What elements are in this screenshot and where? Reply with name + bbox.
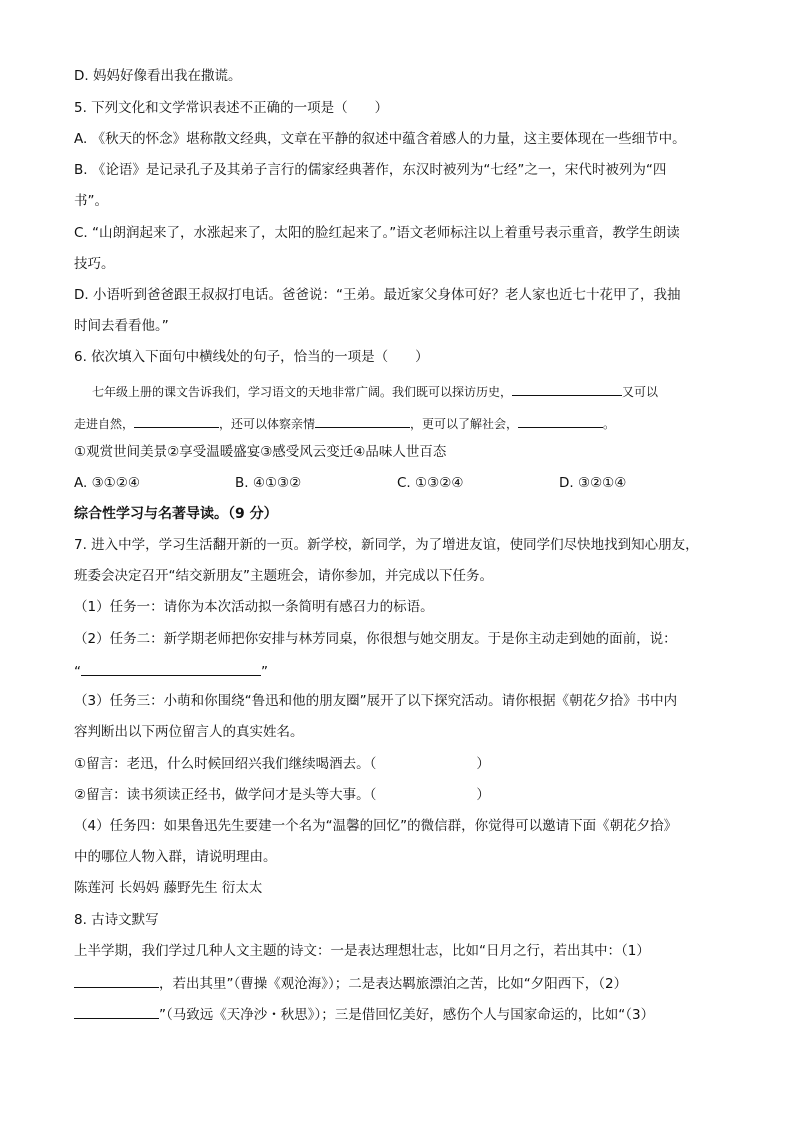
q7-names: 陈莲河 长妈妈 藤野先生 衍太太 [74, 880, 263, 896]
q6-option-d: D. ③②①④ [559, 475, 627, 491]
q7-task4-cont: 中的哪位人物入群，请说明理由。 [74, 849, 277, 865]
q8-text: ”（马致远《天净沙・秋思》）；三是借回忆美好，感伤个人与国家命运的，比如“（3） [159, 1007, 655, 1023]
q6-passage-text: ，更可以了解社会， [410, 417, 519, 431]
answer-blank[interactable] [518, 413, 603, 428]
open-quote: “ [74, 664, 81, 680]
q6-passage-line1 [92, 381, 658, 401]
message-close: ） [476, 756, 490, 772]
q7-line2: 班委会决定召开“结交新朋友”主题班会，请你参加，并完成以下任务。 [74, 568, 493, 584]
q7-task3-cont: 容判断出以下两位留言人的真实姓名。 [74, 724, 304, 740]
q5-stem: 5. 下列文化和文学常识表述不正确的一项是（ ） [74, 100, 389, 116]
q5-option-c: C. “山朗润起来了，水涨起来了，太阳的脸红起来了。”语文老师标注以上着重号表示重音，教学生朗读 [74, 225, 680, 241]
answer-blank[interactable] [512, 381, 622, 396]
q8-line1: 上半学期，我们学过几种人文主题的诗文：一是表达理想壮志，比如“日月之行，若出其中：（1） [74, 943, 650, 959]
answer-blank[interactable] [134, 413, 219, 428]
q8-title: 8. 古诗文默写 [74, 912, 159, 928]
q6-passage-text: 。 [603, 417, 616, 431]
message-text: ①留言：老迅，什么时候回绍兴我们继续喝酒去。（ [74, 756, 377, 772]
answer-blank[interactable] [74, 973, 159, 988]
q6-passage-text: 走进自然， [74, 417, 135, 431]
q7-task2-answer [74, 661, 268, 681]
q7-task1: （1）任务一：请你为本次活动拟一条简明有感召力的标语。 [74, 599, 434, 615]
q7-task2: （2）任务二：新学期老师把你安排与林芳同桌，你很想与她交朋友。于是你主动走到她的面前，说： [74, 631, 677, 647]
q6-passage-text: ，还可以体察亲情 [219, 417, 316, 431]
q6-passage-text: 又可以 [622, 385, 659, 399]
q8-line3 [74, 1004, 654, 1024]
q7-message-1 [74, 755, 490, 773]
q6-option-b: B. ④①③② [235, 475, 302, 491]
q8-text: ，若出其里”（曹操《观沧海》）；二是表达羁旅漂泊之苦，比如“夕阳西下，（2） [159, 976, 628, 992]
answer-blank[interactable] [315, 413, 410, 428]
q4-option-d: D. 妈妈好像看出我在撒谎。 [74, 68, 242, 84]
q7-task3: （3）任务三：小萌和你围绕“鲁迅和他的朋友圈”展开了以下探究活动。请你根据《朝花夕拾》书中内 [74, 693, 678, 709]
q5-option-d-cont: 时间去看看他。” [74, 318, 169, 334]
answer-blank[interactable] [81, 661, 261, 676]
q7-message-2 [74, 786, 490, 804]
q6-passage-text: 七年级上册的课文告诉我们，学习语文的天地非常广阔。我们既可以探访历史， [92, 385, 513, 399]
section-title: 综合性学习与名著导读。（9 分） [74, 506, 278, 522]
q5-option-b-cont: 书”。 [74, 193, 108, 209]
q7-line1: 7. 进入中学，学习生活翻开新的一页。新学校，新同学，为了增进友谊，使同学们尽快地找到知心朋友， [74, 537, 699, 553]
message-close: ） [476, 787, 490, 803]
close-quote: ” [261, 664, 268, 680]
q6-option-c: C. ①③②④ [397, 475, 464, 491]
answer-blank[interactable] [74, 1004, 159, 1019]
q6-passage-line2 [74, 413, 615, 433]
q8-line2 [74, 973, 627, 993]
q5-option-d: D. 小语听到爸爸跟王叔叔打电话。爸爸说：“王弟。最近家父身体可好？老人家也近七十花甲了，我抽 [74, 287, 681, 303]
q5-option-c-cont: 技巧。 [74, 256, 115, 272]
q6-choices: ①观赏世间美景②享受温暖盛宴③感受风云变迁④品味人世百态 [74, 444, 447, 460]
q6-option-a: A. ③①②④ [74, 475, 140, 491]
q5-option-b: B. 《论语》是记录孔子及其弟子言行的儒家经典著作，东汉时被列为“七经”之一，宋代时被列为“四 [74, 162, 667, 178]
q6-stem: 6. 依次填入下面句中横线处的句子，恰当的一项是（ ） [74, 349, 429, 365]
q5-option-a: A. 《秋天的怀念》堪称散文经典，文章在平静的叙述中蕴含着感人的力量，这主要体现在一些细节中。 [74, 131, 686, 147]
q7-task4: （4）任务四：如果鲁迅先生要建一个名为“温馨的回忆”的微信群，你觉得可以邀请下面《朝花夕拾》 [74, 818, 678, 834]
message-text: ②留言：读书须读正经书，做学问才是头等大事。（ [74, 787, 377, 803]
